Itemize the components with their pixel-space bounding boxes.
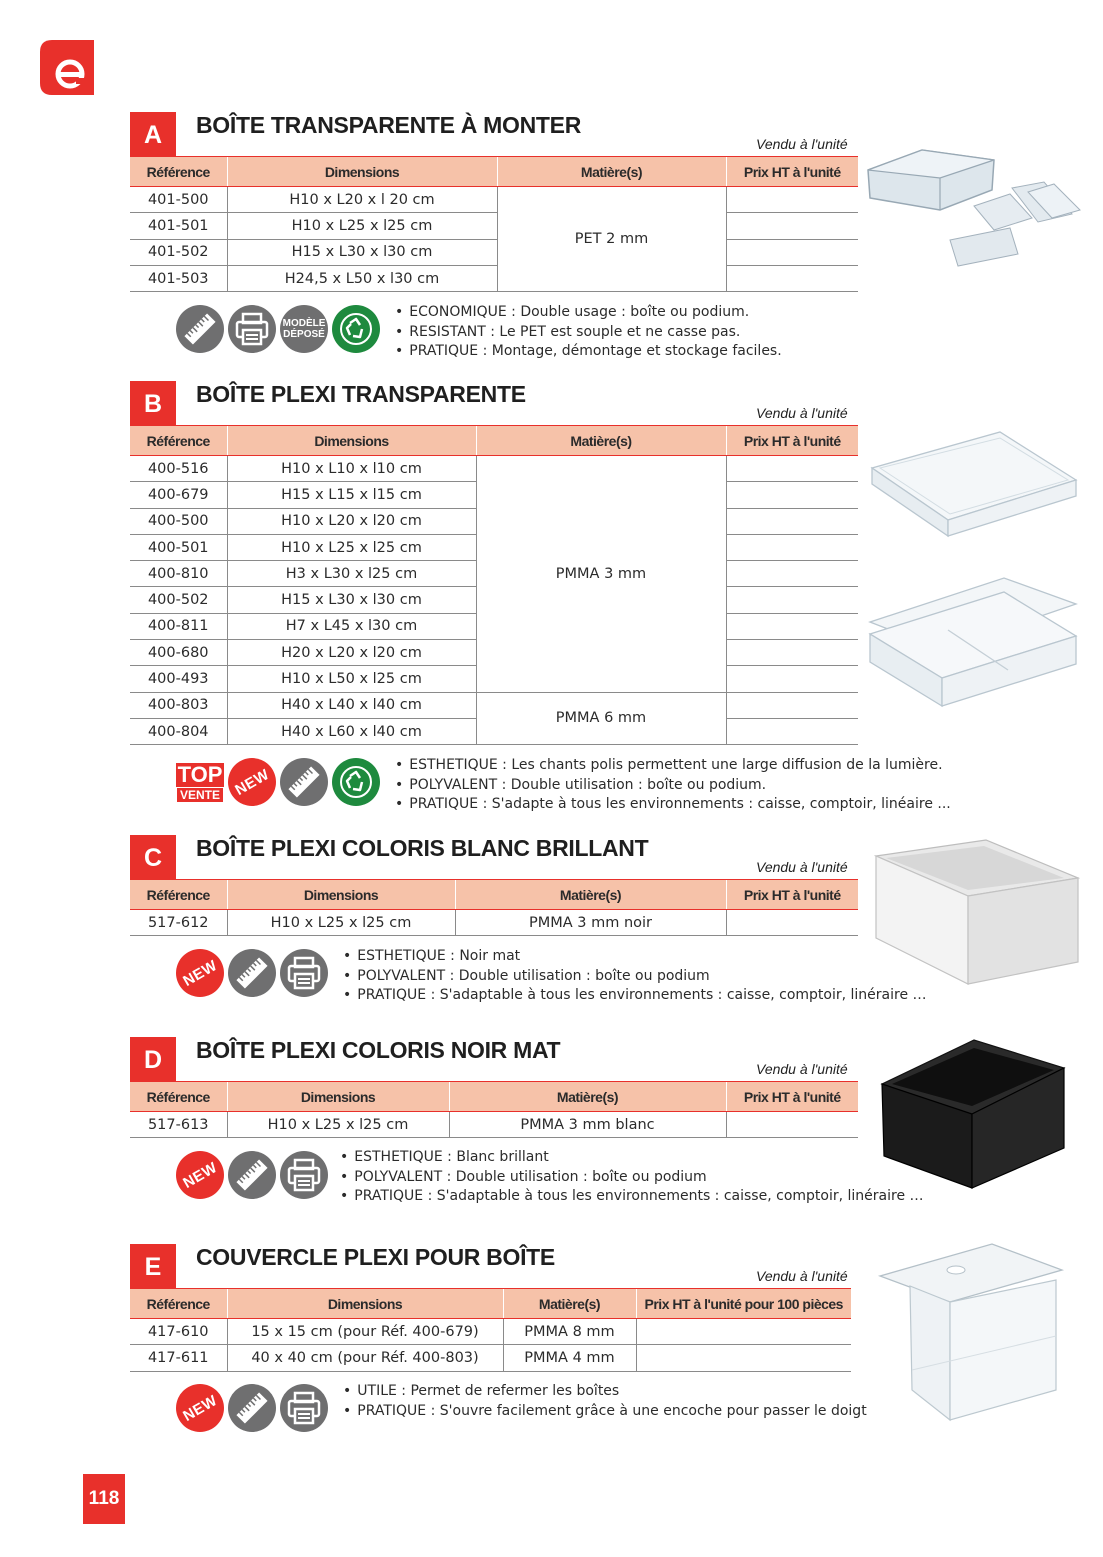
table-row [130, 1319, 851, 1345]
top-vente-badge [176, 758, 224, 806]
badge-text: NEW [231, 765, 273, 799]
dim-cell: H3 x L30 x l25 cm [227, 561, 476, 587]
table-row [130, 239, 858, 265]
product-photo-white-box [874, 838, 1080, 988]
ruler-icon [176, 305, 224, 353]
table-row [130, 1112, 858, 1138]
section-title: COUVERCLE PLEXI POUR BOÎTE [196, 1244, 555, 1270]
feature-list [395, 756, 951, 815]
dim-cell: H24,5 x L50 x l30 cm [227, 265, 497, 291]
section-letter: D [130, 1037, 176, 1083]
header-price: Prix HT à l'unité [726, 1082, 858, 1112]
feature-list [340, 1148, 924, 1207]
table-row [130, 1345, 851, 1371]
feature-icons [176, 758, 380, 806]
price-cell [636, 1319, 851, 1345]
dim-cell: H15 x L30 x l30 cm [227, 587, 476, 613]
badge-text: TOP [177, 761, 223, 787]
modele-depose-badge [280, 305, 328, 353]
header-dimensions: Dimensions [227, 1082, 449, 1112]
feature-item: • PRATIQUE : Montage, démontage et stockage faciles. [395, 342, 782, 362]
dim-cell: 40 x 40 cm (pour Réf. 400-803) [227, 1345, 503, 1371]
product-table [130, 879, 858, 936]
dim-cell: H40 x L40 x l40 cm [227, 692, 476, 718]
feature-item: • ESTHETIQUE : Les chants polis permettent une large diffusion de la lumière. [395, 756, 951, 776]
ref-cell: 400-679 [130, 482, 227, 508]
section-title: BOÎTE PLEXI COLORIS BLANC BRILLANT [196, 835, 649, 861]
price-cell [726, 239, 858, 265]
sold-per-unit: Vendu à l'unité [756, 1268, 848, 1284]
dim-cell: H10 x L20 x l20 cm [227, 508, 476, 534]
sold-per-unit: Vendu à l'unité [756, 1061, 848, 1077]
sold-per-unit: Vendu à l'unité [756, 405, 848, 421]
printer-icon [280, 949, 328, 997]
dim-cell: H10 x L25 x l25 cm [227, 1112, 449, 1138]
price-cell [726, 213, 858, 239]
price-cell [726, 561, 858, 587]
dim-cell: H10 x L20 x l 20 cm [227, 187, 497, 213]
header-price: Prix HT à l'unité [726, 157, 858, 187]
ref-cell: 401-503 [130, 265, 227, 291]
ref-cell: 400-502 [130, 587, 227, 613]
recycle-icon [332, 305, 380, 353]
header-reference: Référence [130, 426, 227, 456]
material-cell: PMMA 3 mm blanc [449, 1112, 726, 1138]
feature-icons [176, 1151, 328, 1199]
section-letter: B [130, 381, 176, 427]
header-price-100: Prix HT à l'unité pour 100 pièces [636, 1289, 851, 1319]
price-cell [726, 1112, 858, 1138]
ref-cell: 517-613 [130, 1112, 227, 1138]
badge-text: VENTE [177, 788, 223, 802]
ref-cell: 400-804 [130, 718, 227, 744]
brand-logo [40, 40, 94, 95]
material-cell: PET 2 mm [497, 187, 726, 292]
product-table [130, 425, 858, 745]
ref-cell: 401-502 [130, 239, 227, 265]
feature-list [343, 947, 927, 1006]
dim-cell: H7 x L45 x l30 cm [227, 613, 476, 639]
feature-list [343, 1382, 867, 1421]
table-row [130, 213, 858, 239]
feature-list [395, 303, 782, 362]
ruler-icon [228, 1384, 276, 1432]
header-dimensions: Dimensions [227, 157, 497, 187]
header-materials: Matière(s) [455, 880, 726, 910]
feature-icons [176, 949, 328, 997]
ref-cell: 400-811 [130, 613, 227, 639]
new-badge [176, 1151, 224, 1199]
product-photo-transparent-box-kit [862, 138, 1082, 273]
dim-cell: H10 x L25 x l25 cm [227, 213, 497, 239]
badge-text: NEW [179, 1158, 221, 1192]
price-cell [726, 482, 858, 508]
price-cell [726, 666, 858, 692]
ruler-icon [228, 1151, 276, 1199]
header-dimensions: Dimensions [227, 1289, 503, 1319]
feature-item: • PRATIQUE : S'adaptable à tous les environnements : caisse, comptoir, linéraire … [340, 1187, 924, 1207]
printer-icon [280, 1384, 328, 1432]
dim-cell: H15 x L30 x l30 cm [227, 239, 497, 265]
new-badge [228, 758, 276, 806]
dim-cell: H40 x L60 x l40 cm [227, 718, 476, 744]
feature-item: • PRATIQUE : S'adapte à tous les environnements : caisse, comptoir, linéaire ... [395, 795, 951, 815]
feature-item: • ESTHETIQUE : Noir mat [343, 947, 927, 967]
ruler-icon [280, 758, 328, 806]
price-cell [726, 587, 858, 613]
dim-cell: H15 x L15 x l15 cm [227, 482, 476, 508]
ref-cell: 400-680 [130, 640, 227, 666]
material-cell: PMMA 6 mm [476, 692, 726, 745]
header-materials: Matière(s) [497, 157, 726, 187]
price-cell [726, 534, 858, 560]
section-letter: E [130, 1244, 176, 1290]
header-materials: Matière(s) [449, 1082, 726, 1112]
price-cell [726, 910, 858, 936]
price-cell [726, 508, 858, 534]
sold-per-unit: Vendu à l'unité [756, 136, 848, 152]
ref-cell: 417-611 [130, 1345, 227, 1371]
printer-icon [228, 305, 276, 353]
product-table [130, 156, 858, 292]
ref-cell: 401-500 [130, 187, 227, 213]
header-reference: Référence [130, 1289, 227, 1319]
table-row [130, 910, 858, 936]
header-reference: Référence [130, 1082, 227, 1112]
price-cell [726, 692, 858, 718]
feature-item: • UTILE : Permet de refermer les boîtes [343, 1382, 867, 1402]
feature-item: • ECONOMIQUE : Double usage : boîte ou podium. [395, 303, 782, 323]
product-photo-plexi-box-lid [868, 574, 1080, 709]
feature-item: • POLYVALENT : Double utilisation : boîte ou podium [340, 1168, 924, 1188]
section-title: BOÎTE PLEXI TRANSPARENTE [196, 381, 526, 407]
feature-icons [176, 305, 380, 353]
dim-cell: H10 x L50 x l25 cm [227, 666, 476, 692]
feature-item: • ESTHETIQUE : Blanc brillant [340, 1148, 924, 1168]
price-cell [636, 1345, 851, 1371]
ref-cell: 400-516 [130, 456, 227, 482]
ruler-icon [228, 949, 276, 997]
material-cell: PMMA 3 mm [476, 456, 726, 693]
new-badge [176, 1384, 224, 1432]
ref-cell: 400-493 [130, 666, 227, 692]
header-materials: Matière(s) [503, 1289, 636, 1319]
feature-item: • RESISTANT : Le PET est souple et ne casse pas. [395, 323, 782, 343]
product-photo-plexi-box-flat [868, 428, 1080, 558]
badge-text: MODÈLE [282, 318, 326, 329]
table-row [130, 265, 858, 291]
printer-icon [280, 1151, 328, 1199]
material-cell: PMMA 4 mm [503, 1345, 636, 1371]
price-cell [726, 187, 858, 213]
product-photo-plexi-cube-lid [876, 1240, 1066, 1424]
feature-item: • POLYVALENT : Double utilisation : boîte ou podium. [395, 776, 951, 796]
ref-cell: 400-501 [130, 534, 227, 560]
price-cell [726, 456, 858, 482]
badge-text: DÉPOSÉ [283, 329, 325, 340]
recycle-icon [332, 758, 380, 806]
header-materials: Matière(s) [476, 426, 726, 456]
header-price: Prix HT à l'unité [726, 880, 858, 910]
new-badge [176, 949, 224, 997]
section-title: BOÎTE PLEXI COLORIS NOIR MAT [196, 1037, 561, 1063]
product-table [130, 1288, 851, 1372]
section-letter: C [130, 835, 176, 881]
section-title: BOÎTE TRANSPARENTE À MONTER [196, 112, 582, 138]
feature-item: • PRATIQUE : S'ouvre facilement grâce à une encoche pour passer le doigt [343, 1402, 867, 1422]
ref-cell: 401-501 [130, 213, 227, 239]
dim-cell: H10 x L25 x l25 cm [227, 534, 476, 560]
product-table [130, 1081, 858, 1138]
section-letter: A [130, 112, 176, 158]
dim-cell: H20 x L20 x l20 cm [227, 640, 476, 666]
dim-cell: H10 x L10 x l10 cm [227, 456, 476, 482]
ref-cell: 417-610 [130, 1319, 227, 1345]
header-dimensions: Dimensions [227, 426, 476, 456]
table-row [130, 187, 858, 213]
price-cell [726, 718, 858, 744]
table-row [130, 692, 858, 718]
dim-cell: H10 x L25 x l25 cm [227, 910, 455, 936]
page-number: 118 [83, 1474, 125, 1524]
ref-cell: 400-500 [130, 508, 227, 534]
product-photo-black-box [880, 1038, 1066, 1190]
table-row [130, 456, 858, 482]
price-cell [726, 265, 858, 291]
badge-text: NEW [179, 1391, 221, 1425]
header-reference: Référence [130, 157, 227, 187]
feature-item: • PRATIQUE : S'adaptable à tous les environnements : caisse, comptoir, linéraire … [343, 986, 927, 1006]
material-cell: PMMA 8 mm [503, 1319, 636, 1345]
header-price: Prix HT à l'unité [726, 426, 858, 456]
material-cell: PMMA 3 mm noir [455, 910, 726, 936]
header-dimensions: Dimensions [227, 880, 455, 910]
price-cell [726, 613, 858, 639]
feature-item: • POLYVALENT : Double utilisation : boîte ou podium [343, 967, 927, 987]
header-reference: Référence [130, 880, 227, 910]
price-cell [726, 640, 858, 666]
ref-cell: 517-612 [130, 910, 227, 936]
feature-icons [176, 1384, 328, 1432]
sold-per-unit: Vendu à l'unité [756, 859, 848, 875]
ref-cell: 400-810 [130, 561, 227, 587]
dim-cell: 15 x 15 cm (pour Réf. 400-679) [227, 1319, 503, 1345]
ref-cell: 400-803 [130, 692, 227, 718]
badge-text: NEW [179, 956, 221, 990]
